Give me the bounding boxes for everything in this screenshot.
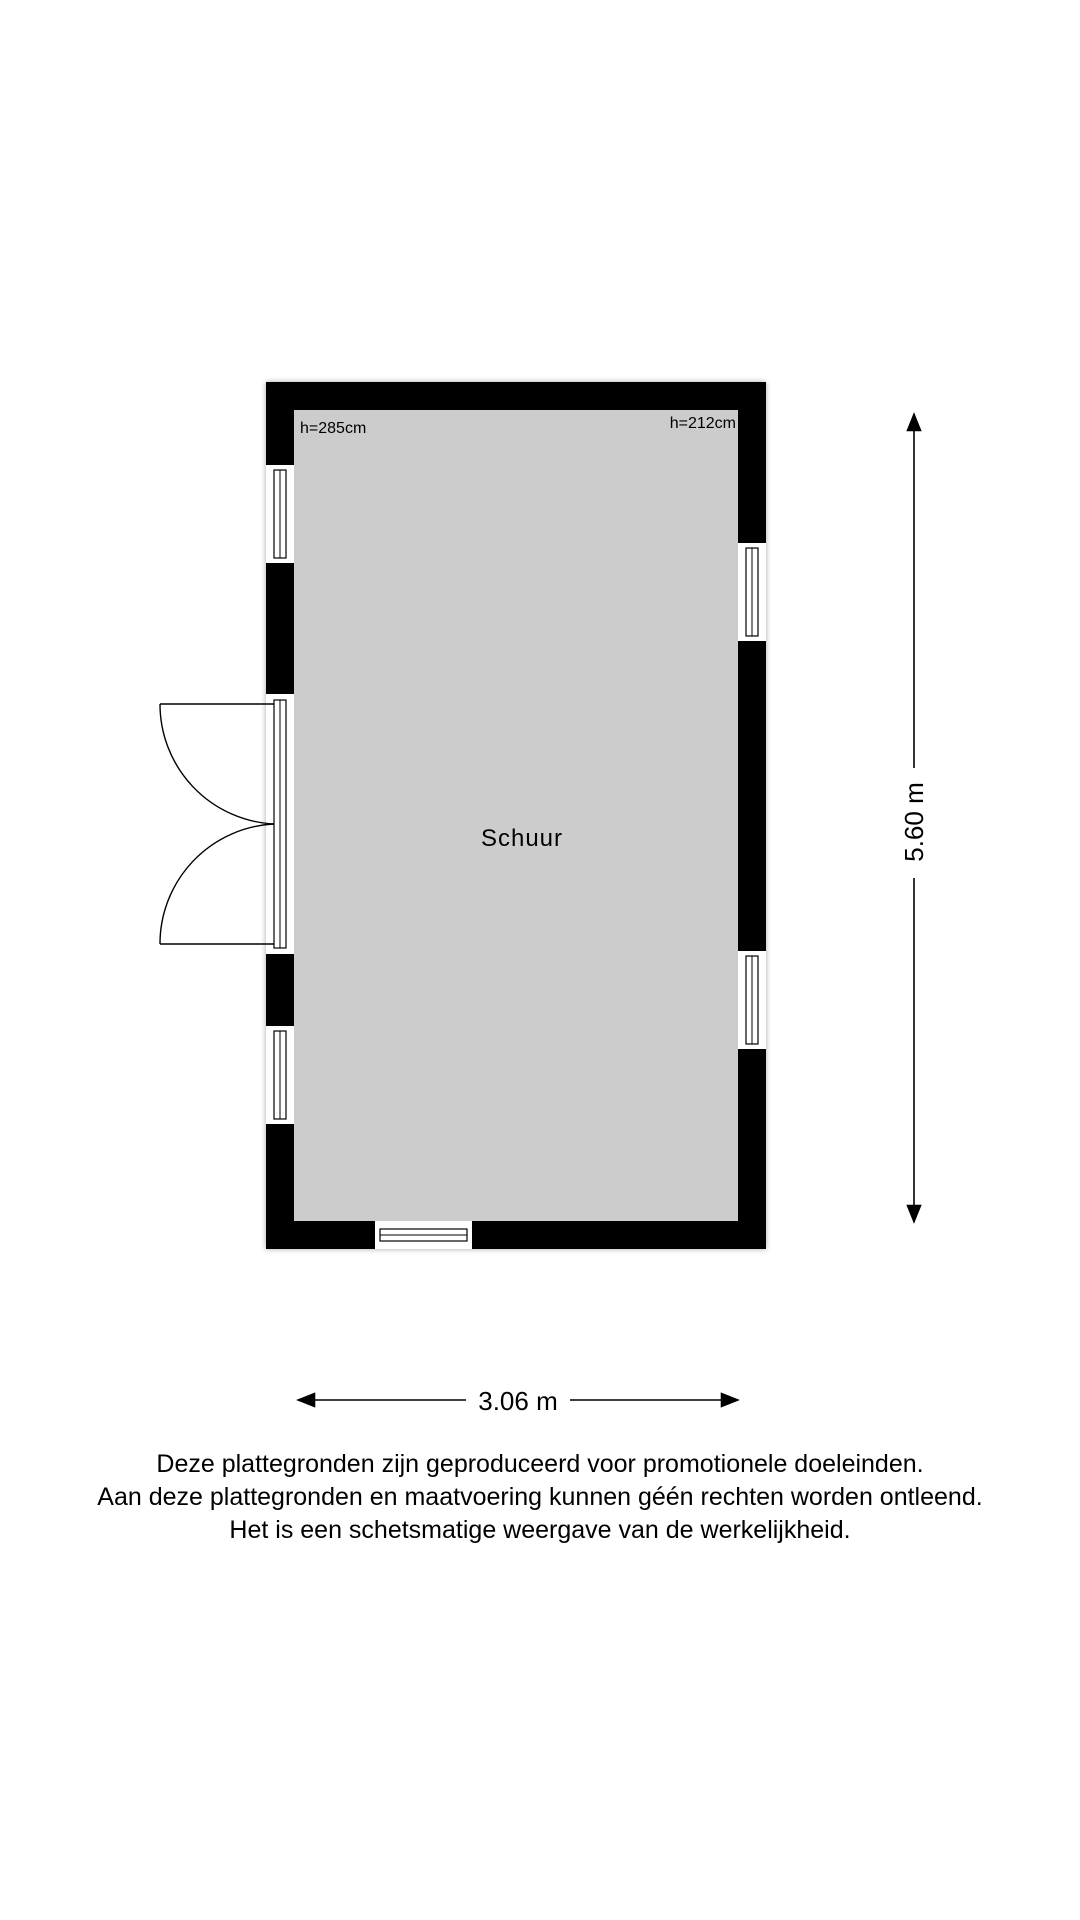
disclaimer-line-2: Aan deze plattegronden en maatvoering kunnen géén rechten worden ontleend. — [97, 1483, 983, 1511]
window-bottom — [375, 1221, 472, 1249]
length-label: 5.60 m — [899, 782, 929, 862]
length-dimension — [899, 414, 929, 1222]
double-door — [160, 694, 294, 954]
width-label: 3.06 m — [478, 1386, 558, 1416]
disclaimer-line-1: Deze plattegronden zijn geproduceerd voor promotionele doeleinden. — [156, 1450, 924, 1478]
ceiling-height-left: h=285cm — [300, 420, 367, 437]
window-right-lower — [738, 951, 766, 1049]
window-left-upper — [266, 465, 294, 563]
window-right-upper — [738, 543, 766, 641]
window-left-lower — [266, 1026, 294, 1124]
disclaimer — [0, 1448, 1080, 1547]
room-name: Schuur — [480, 825, 564, 852]
disclaimer-line-3: Het is een schetsmatige weergave van de werkelijkheid. — [229, 1516, 851, 1544]
room-floor — [294, 410, 738, 1221]
width-dimension — [298, 1386, 738, 1416]
ceiling-height-right: h=212cm — [669, 415, 736, 432]
